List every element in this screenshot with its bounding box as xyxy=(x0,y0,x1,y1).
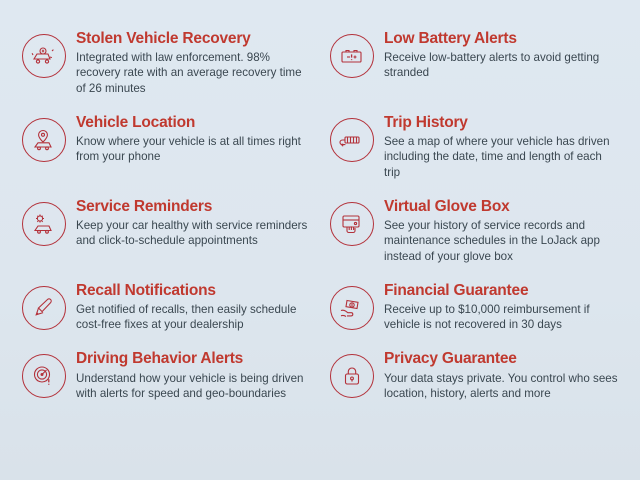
trip-history-route-icon xyxy=(330,118,374,162)
feature-text xyxy=(384,282,620,333)
feature-description: Receive low-battery alerts to avoid getting stranded xyxy=(384,51,600,80)
feature-description: Understand how your vehicle is being driven with alerts for speed and geo-boundaries xyxy=(76,371,304,400)
feature-title: Financial Guarantee xyxy=(384,281,529,299)
feature-text xyxy=(76,30,312,96)
money-hand-guarantee-icon xyxy=(330,286,374,330)
battery-alert-icon xyxy=(330,34,374,78)
feature-item xyxy=(18,346,314,405)
feature-item xyxy=(18,278,314,337)
icon-container xyxy=(20,284,68,332)
feature-text xyxy=(76,114,312,165)
feature-text xyxy=(384,30,620,81)
icon-container xyxy=(20,352,68,400)
icon-container xyxy=(20,200,68,248)
feature-text xyxy=(384,198,620,264)
icon-container xyxy=(328,116,376,164)
padlock-privacy-icon xyxy=(330,354,374,398)
feature-title: Vehicle Location xyxy=(76,113,196,131)
icon-container xyxy=(328,352,376,400)
feature-text xyxy=(384,114,620,180)
feature-description: See a map of where your vehicle has driven including the date, time and length of each trip xyxy=(384,134,610,179)
recall-megaphone-icon xyxy=(22,286,66,330)
feature-title: Privacy Guarantee xyxy=(384,350,517,368)
icon-container xyxy=(20,116,68,164)
car-map-pin-icon xyxy=(22,118,66,162)
car-gps-recovery-icon xyxy=(22,34,66,78)
feature-description: Your data stays private. You control who sees location, history, alerts and more xyxy=(384,371,618,400)
feature-title: Trip History xyxy=(384,113,468,131)
feature-text xyxy=(384,350,620,401)
feature-description: Get notified of recalls, then easily schedule cost-free fixes at your dealership xyxy=(76,302,297,332)
icon-container xyxy=(328,284,376,332)
feature-item xyxy=(326,26,622,100)
feature-item xyxy=(326,278,622,337)
feature-title: Recall Notifications xyxy=(76,281,216,299)
glove-box-hand-icon xyxy=(330,202,374,246)
feature-title: Service Reminders xyxy=(76,197,213,215)
feature-description: Receive up to $10,000 reimbursement if vehicle is not recovered in 30 days xyxy=(384,302,590,332)
feature-item xyxy=(18,26,314,100)
feature-item xyxy=(18,110,314,184)
feature-grid xyxy=(18,26,622,405)
feature-description: Integrated with law enforcement. 98% recovery rate with an average recovery time of 26 minutes xyxy=(76,51,302,95)
feature-item xyxy=(326,346,622,405)
speedometer-alert-icon xyxy=(22,354,66,398)
feature-title: Virtual Glove Box xyxy=(384,197,510,215)
feature-title: Stolen Vehicle Recovery xyxy=(76,30,251,47)
car-gear-service-icon xyxy=(22,202,66,246)
icon-container xyxy=(20,32,68,80)
feature-title: Low Battery Alerts xyxy=(384,30,517,47)
feature-item xyxy=(326,194,622,268)
feature-title: Driving Behavior Alerts xyxy=(76,350,244,368)
feature-text xyxy=(76,198,312,249)
feature-text xyxy=(76,282,312,333)
icon-container xyxy=(328,200,376,248)
icon-container xyxy=(328,32,376,80)
feature-text xyxy=(76,350,312,401)
feature-item xyxy=(18,194,314,268)
feature-item xyxy=(326,110,622,184)
feature-description: See your history of service records and maintenance schedules in the LoJack app instead of your glove box xyxy=(384,218,600,263)
feature-description: Keep your car healthy with service reminders and click-to-schedule appointments xyxy=(76,218,308,248)
feature-description: Know where your vehicle is at all times right from your phone xyxy=(76,134,301,164)
